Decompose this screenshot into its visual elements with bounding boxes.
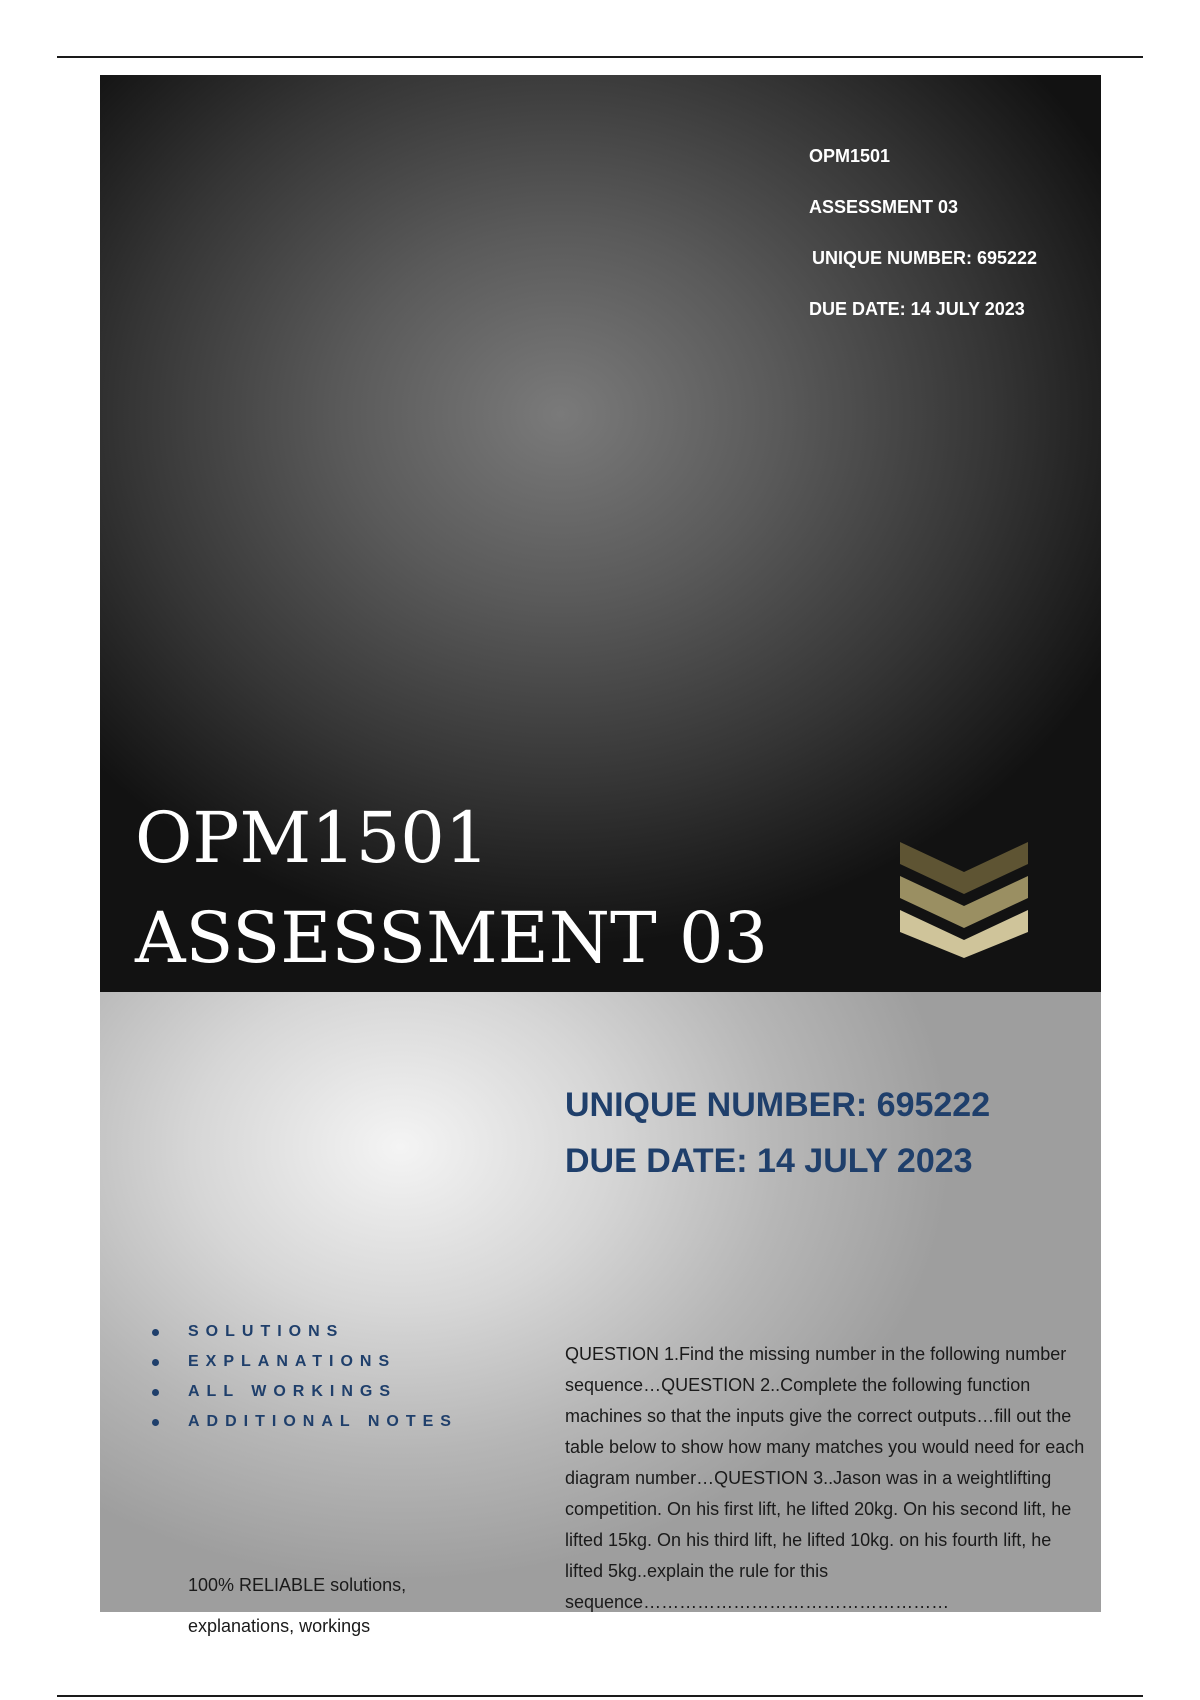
- corner-course: OPM1501: [809, 146, 891, 166]
- feature-label: ADDITIONAL NOTES: [188, 1413, 458, 1430]
- bottom-rule: [57, 1695, 1143, 1697]
- chevron-stack-icon: [900, 830, 1028, 958]
- bullet-icon: [152, 1329, 159, 1336]
- feature-label: SOLUTIONS: [188, 1323, 345, 1340]
- top-rule: [57, 56, 1143, 58]
- reliability-line1: 100% RELIABLE solutions,: [188, 1575, 407, 1595]
- highlight-due-date: DUE DATE: 14 JULY 2023: [565, 1142, 973, 1180]
- cover-dark-panel: [100, 75, 1101, 992]
- corner-info: [809, 145, 1037, 349]
- features-list: [152, 1317, 458, 1437]
- cover-title: [135, 788, 768, 988]
- highlight-block: [565, 1077, 990, 1189]
- list-item: [152, 1407, 458, 1437]
- reliability-line2: explanations, workings: [188, 1616, 371, 1636]
- list-item: [152, 1347, 458, 1377]
- feature-label: ALL WORKINGS: [188, 1383, 398, 1400]
- cover-title-line2: ASSESSMENT 03: [135, 897, 769, 979]
- reliability-note: [188, 1565, 406, 1647]
- cover-title-line1: OPM1501: [135, 797, 490, 879]
- bullet-icon: [152, 1359, 159, 1366]
- corner-unique-number: UNIQUE NUMBER: 695222: [812, 248, 1038, 268]
- bullet-icon: [152, 1389, 159, 1396]
- list-item: [152, 1317, 458, 1347]
- list-item: [152, 1377, 458, 1407]
- corner-assessment: ASSESSMENT 03: [809, 197, 959, 217]
- highlight-unique-number: UNIQUE NUMBER: 695222: [565, 1086, 991, 1124]
- feature-label: EXPLANATIONS: [188, 1353, 397, 1370]
- questions-summary: QUESTION 1.Find the missing number in the following number sequence…QUESTION 2..Complete the following function machines so that the inputs give the correct outputs…fill out the table below to show how many matches you would need for each diagram number…QUESTION 3..Jason was in a weightlifting competition. On his first lift, he lifted 20kg. On his second lift, he lifted 15kg. On his third lift, he lifted 10kg. on his fourth lift, he lifted 5kg..explain the rule for this sequence……………………………………………: [565, 1344, 1085, 1612]
- corner-due-date: DUE DATE: 14 JULY 2023: [809, 299, 1025, 319]
- bullet-icon: [152, 1419, 159, 1426]
- cover-page: [100, 75, 1101, 1636]
